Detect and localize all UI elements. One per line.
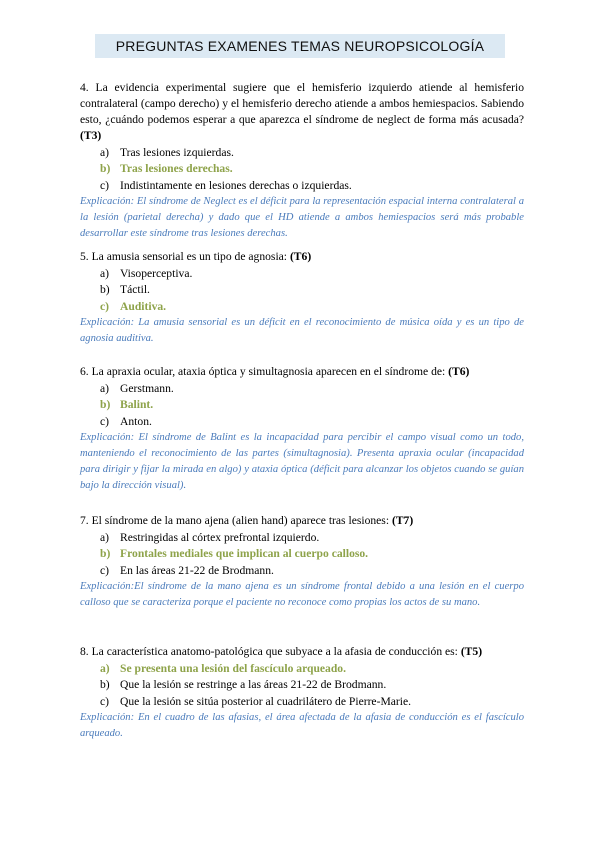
page-title: PREGUNTAS EXAMENES TEMAS NEUROPSICOLOGÍA <box>95 34 505 58</box>
question-stem: 5. La amusia sensorial es un tipo de agnosia: (T6) <box>80 250 312 263</box>
option-c: c) Que la lesión se sitúa posterior al cuadrilátero de Pierre-Marie. <box>100 694 412 708</box>
topic-tag: (T5) <box>460 645 483 658</box>
question-8 <box>80 644 524 742</box>
topic-tag: (T6) <box>289 250 312 263</box>
option-b-correct: b) Frontales mediales que implican al cuerpo calloso. <box>100 547 369 561</box>
option-a: a) Tras lesiones izquierdas. <box>100 146 234 159</box>
option-b: b) Que la lesión se restringe a las áreas 21-22 de Brodmann. <box>100 678 387 692</box>
option-b-correct: b) Tras lesiones derechas. <box>100 162 233 176</box>
question-5 <box>80 249 524 347</box>
topic-tag: (T7) <box>391 514 414 527</box>
explanation: Explicación: En el cuadro de las afasias, el área afectada de la afasia de conducción es el fascículo arqueado. <box>80 712 524 740</box>
option-c: c) En las áreas 21-22 de Brodmann. <box>100 563 274 577</box>
option-a-correct: a) Se presenta una lesión del fascículo arqueado. <box>100 662 346 675</box>
explanation: Explicación:El síndrome de la mano ajena es un síndrome frontal debido a una lesión en el cuerpo calloso que se caracteriza porque el paciente no reconoce como propias los actos de su mano. <box>80 581 524 609</box>
options-list <box>80 145 524 194</box>
question-stem: 7. El síndrome de la mano ajena (alien hand) aparece tras lesiones: (T7) <box>80 514 414 527</box>
explanation: Explicación: El síndrome de Neglect es el déficit para la representación espacial interna contralateral a la lesión (parietal derecha) y dado que el HD atiende a ambos hemiespacios será más probable desarrollar este síndrome tras lesiones derechas. <box>80 196 524 240</box>
question-stem: 4. La evidencia experimental sugiere que el hemisferio izquierdo atiende al hemisferio contralateral (campo derecho) y el hemisferio derecho atiende a ambos hemiespacios. Sabiendo esto, ¿cuándo podemos esperar a que aparezca el síndrome de neglect de forma más acusada? (T3) <box>80 81 524 142</box>
topic-tag: (T3) <box>80 129 102 142</box>
option-c-correct: c) Auditiva. <box>100 299 167 313</box>
question-6 <box>80 364 524 494</box>
option-b-correct: b) Balint. <box>100 398 154 412</box>
question-stem: 8. La característica anatomo-patológica que subyace a la afasia de conducción es: (T5) <box>80 645 483 658</box>
option-a: a) Gerstmann. <box>100 382 174 395</box>
options-list <box>80 661 524 710</box>
option-c: c) Anton. <box>100 414 152 428</box>
explanation: Explicación: La amusia sensorial es un déficit en el reconocimiento de música oída y es un tipo de agnosia auditiva. <box>80 317 524 345</box>
option-a: a) Visoperceptiva. <box>100 267 193 280</box>
question-4 <box>80 80 524 242</box>
option-c: c) Indistintamente en lesiones derechas o izquierdas. <box>100 178 352 192</box>
options-list <box>80 266 524 315</box>
options-list <box>80 381 524 430</box>
option-a: a) Restringidas al córtex prefrontal izquierdo. <box>100 531 320 544</box>
explanation: Explicación: El síndrome de Balint es la incapacidad para percibir el campo visual como un todo, manteniendo el reconocimiento de las partes (simultagnosia). Presenta apraxia ocular (incapacidad para dirigir y fijar la mirada en algo) y ataxia óptica (déficit para alcanzar los objetos cuando se guían bajo la dirección visual). <box>80 432 524 492</box>
options-list <box>80 530 524 579</box>
option-b: b) Táctil. <box>100 283 150 297</box>
question-stem: 6. La apraxia ocular, ataxia óptica y simultagnosia aparecen en el síndrome de: (T6) <box>80 365 470 378</box>
topic-tag: (T6) <box>448 365 470 378</box>
question-7 <box>80 513 524 611</box>
